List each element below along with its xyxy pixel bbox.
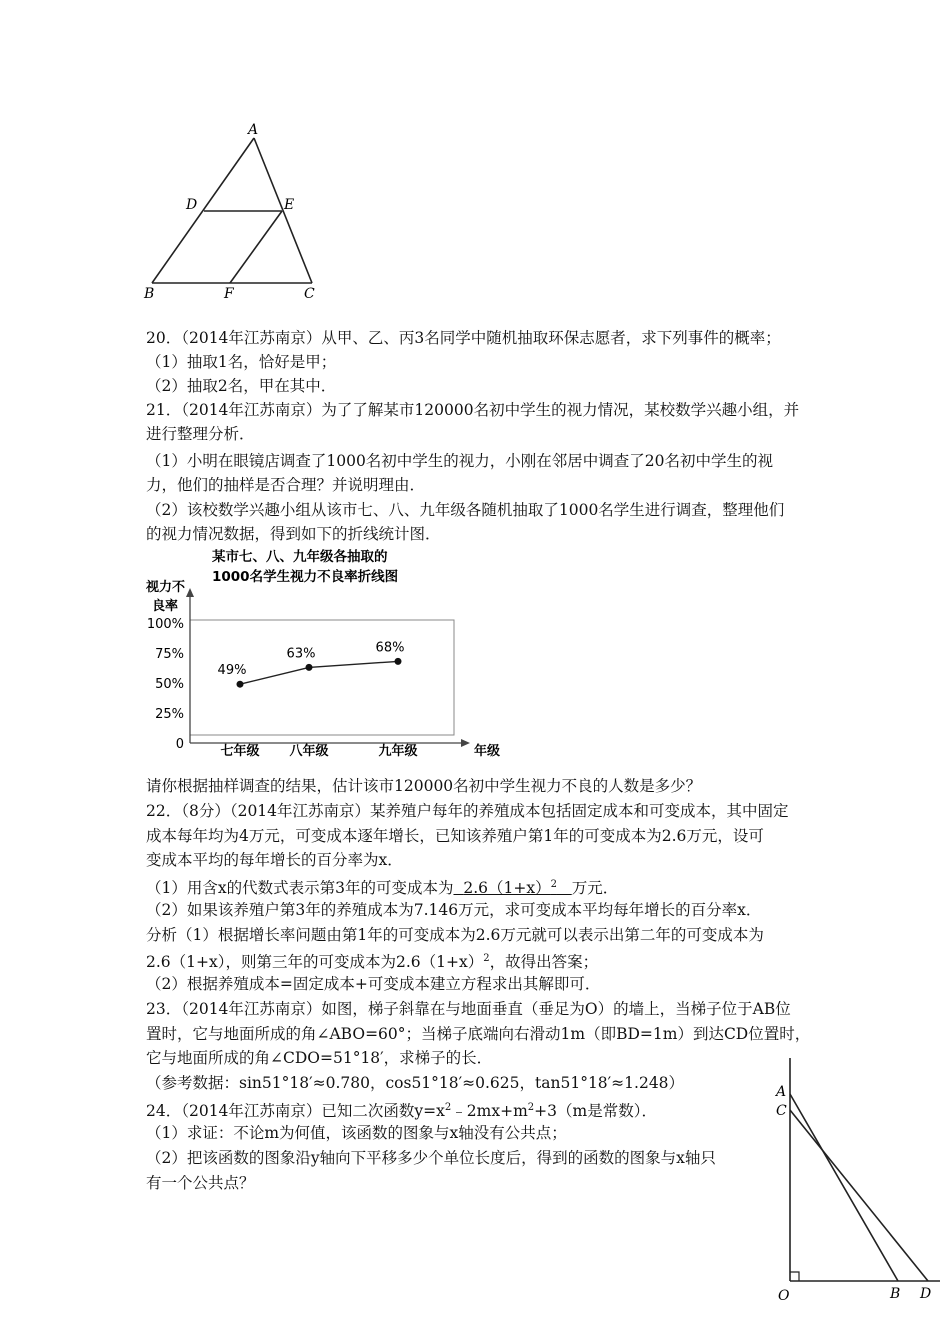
q23-line1: 23．（2014年江苏南京）如图，梯子斜靠在与地面垂直（垂足为O）的墙上，当梯子位于AB位 [146, 1000, 791, 1018]
y-tick-label: 100% [146, 617, 184, 632]
data-label: 68% [375, 640, 405, 656]
q20-part1: （1）抽取1名，恰好是甲； [146, 353, 337, 371]
line-chart [144, 543, 524, 763]
data-point [237, 681, 244, 688]
q21-question: 请你根据抽样调查的结果，估计该市120000名初中学生视力不良的人数是多少？ [146, 777, 702, 795]
q22-part1-suffix: 万元． [571, 879, 619, 898]
ladder-cd [790, 1110, 928, 1281]
q24-part2-line1: （2）把该函数的图象沿y轴向下平移多少个单位长度后，得到的函数的图象与x轴只 [146, 1149, 716, 1167]
q24-part1: （1）求证：不论m为何值，该函数的图象与x轴没有公共点； [146, 1124, 567, 1142]
y-axis-arrow [186, 588, 194, 597]
label-d: D [186, 197, 198, 213]
q22-line3: 变成本平均的每年增长的百分率为x． [146, 851, 403, 869]
q21-line1: 21．（2014年江苏南京）为了了解某市120000名初中学生的视力情况，某校数学兴趣小组，并 [146, 401, 800, 419]
label-c: C [776, 1103, 787, 1119]
ladder-ab [790, 1094, 898, 1281]
data-label: 49% [217, 663, 247, 679]
chart-ylabel-line1: 视力不 [146, 580, 186, 595]
label-a: A [776, 1084, 787, 1100]
q24-line1: 24．（2014年江苏南京）已知二次函数$y=x^2﹣2mx+m^2+3(m$是常数）． [146, 1102, 657, 1121]
q21-line2: 进行整理分析． [146, 425, 255, 443]
q20-part2: （2）抽取2名，甲在其中． [146, 377, 337, 395]
q22-line5: （2）如果该养殖户第3年的养殖成本为7.146万元，求可变成本平均每年增长的百分率x． [146, 901, 762, 919]
label-c: C [304, 286, 315, 302]
chart-title-line2: 1000名学生视力不良率折线图 [212, 569, 399, 585]
label-f: F [224, 286, 234, 302]
q23-line3: 它与地面所成的角∠CDO=51°18′，求梯子的长． [146, 1049, 493, 1067]
q22-analysis-line3: （2）根据养殖成本=固定成本+可变成本建立方程求出其解即可． [146, 975, 601, 993]
chart-ylabel-line2: 良率 [152, 599, 179, 614]
q21-line4: 力，他们的抽样是否合理？并说明理由． [146, 476, 426, 494]
label-e: E [284, 197, 295, 213]
segment-ef [230, 211, 282, 283]
q20-stem: 20．（2014年江苏南京）从甲、乙、丙3名同学中随机抽取环保志愿者，求下列事件的概率； [146, 329, 781, 347]
label-d: D [920, 1286, 932, 1302]
y-tick-label: 50% [155, 677, 184, 692]
label-o: O [778, 1288, 790, 1304]
data-label: 63% [286, 646, 316, 662]
label-a: A [248, 122, 259, 138]
right-angle-mark [790, 1272, 799, 1281]
q22-part1-prefix: （1）用含x的代数式表示第3年的可变成本为 [146, 879, 454, 898]
q22-line4 [146, 873, 618, 900]
x-category-label: 九年级 [378, 744, 418, 759]
data-point [306, 664, 313, 671]
q21-line3: （1）小明在眼镜店调查了1000名初中学生的视力，小刚在邻居中调查了20名初中学生的视 [146, 452, 774, 470]
label-b: B [890, 1286, 901, 1302]
x-axis-arrow [461, 739, 470, 747]
y-tick-label: 0 [175, 737, 184, 752]
q22-line2: 成本每年均为4万元，可变成本逐年增长，已知该养殖户第1年的可变成本为2.6万元，设可 [146, 827, 764, 845]
q21-line6: 的视力情况数据，得到如下的折线统计图． [146, 525, 441, 543]
q22-line1: 22．（8分）（2014年江苏南京）某养殖户每年的养殖成本包括固定成本和可变成本，其中固定 [146, 802, 789, 820]
x-category-label: 八年级 [289, 744, 329, 759]
q23-line2: 置时，它与地面所成的角∠ABO=60°；当梯子底端向右滑动1m（即BD=1m）到达CD位置时， [146, 1025, 811, 1043]
q22-analysis-line2: 2.6（1+x），则第三年的可变成本为$2.6(1+x)^2$，故得出答案； [146, 953, 599, 972]
y-tick-label: 75% [155, 647, 184, 662]
q24-part2-line2: 有一个公共点？ [146, 1174, 255, 1192]
series-line [240, 661, 398, 684]
data-point [395, 658, 402, 665]
chart-xlabel: 年级 [474, 744, 501, 759]
q22-analysis-line1: 分析（1）根据增长率问题由第1年的可变成本为2.6万元就可以表示出第二年的可变成本为 [146, 926, 764, 944]
q23-reference-data: （参考数据：sin51°18′≈0.780，cos51°18′≈0.625，tan51°18′≈1.248） [146, 1074, 685, 1092]
label-b: B [144, 286, 155, 302]
chart-title-line1: 某市七、八、九年级各抽取的 [212, 549, 388, 565]
triangle-figure [140, 118, 330, 308]
q22-part1-answer: $2.6(1+x)^2$ [463, 879, 557, 898]
x-category-label: 七年级 [220, 744, 260, 759]
y-tick-label: 25% [155, 707, 184, 722]
ladder-figure [770, 1050, 948, 1310]
q21-line5: （2）该校数学兴趣小组从该市七、八、九年级各随机抽取了1000名学生进行调查，整理他们 [146, 501, 785, 519]
